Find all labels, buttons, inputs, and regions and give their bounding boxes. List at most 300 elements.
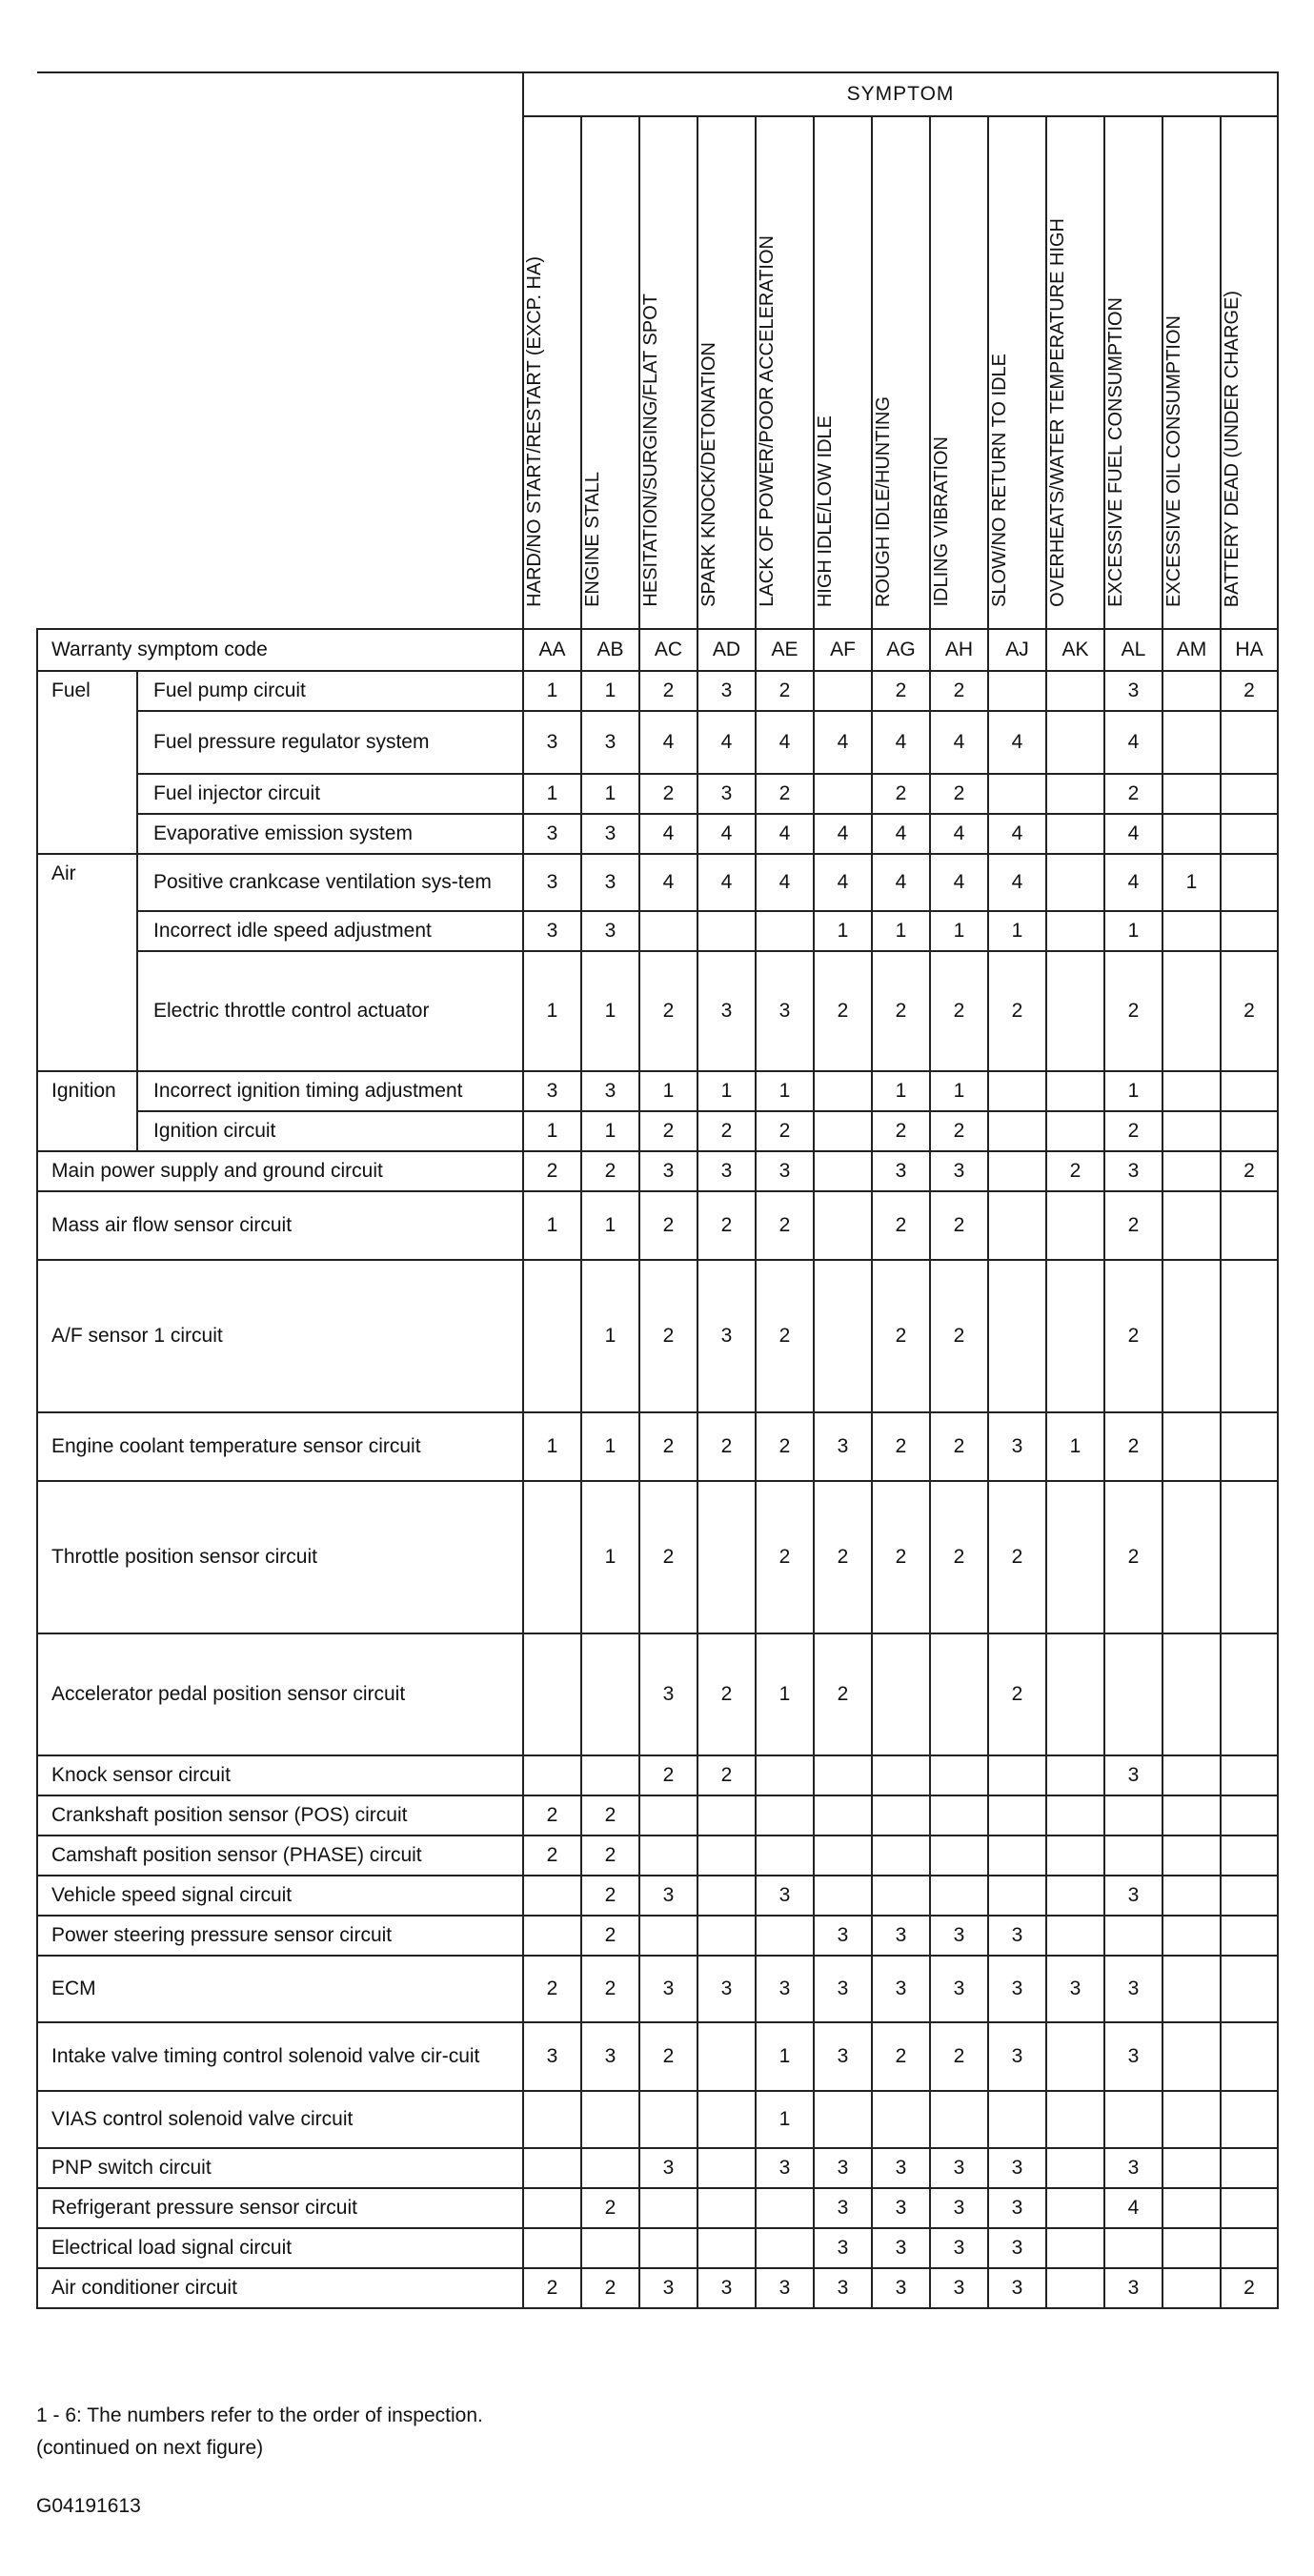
inspection-order-cell: 4 [697, 854, 756, 911]
inspection-order-cell [1162, 1481, 1221, 1633]
inspection-order-cell: 4 [814, 711, 872, 774]
inspection-order-cell [1162, 774, 1221, 814]
inspection-order-cell: 2 [581, 1836, 639, 1876]
inspection-order-cell: 2 [1104, 1412, 1162, 1481]
column-name: HIGH IDLE/LOW IDLE [815, 415, 836, 607]
inspection-order-cell: 1 [930, 911, 988, 951]
inspection-order-cell: 1 [1104, 911, 1162, 951]
warranty-code: AH [930, 629, 988, 671]
column-name-cell [872, 116, 930, 629]
inspection-order-cell [1046, 911, 1104, 951]
inspection-order-cell [756, 2188, 814, 2228]
table-row [37, 814, 1278, 854]
warranty-code: AK [1046, 629, 1104, 671]
inspection-order-cell: 2 [697, 1412, 756, 1481]
inspection-order-cell: 3 [814, 2268, 872, 2308]
inspection-order-cell [1046, 1755, 1104, 1795]
inspection-order-cell [1221, 1836, 1278, 1876]
inspection-item: Mass air flow sensor circuit [37, 1191, 523, 1260]
table-row [37, 1916, 1278, 1956]
inspection-order-cell: 3 [697, 671, 756, 711]
column-name: SLOW/NO RETURN TO IDLE [989, 354, 1010, 607]
inspection-order-cell [1221, 1191, 1278, 1260]
inspection-order-cell: 3 [639, 1151, 697, 1191]
inspection-order-cell: 4 [930, 854, 988, 911]
inspection-order-cell: 2 [639, 951, 697, 1071]
inspection-order-cell: 1 [581, 774, 639, 814]
inspection-order-cell [697, 1795, 756, 1836]
inspection-order-cell: 4 [872, 854, 930, 911]
inspection-order-cell: 3 [1104, 1876, 1162, 1916]
inspection-order-cell [1162, 2228, 1221, 2268]
inspection-order-cell: 1 [814, 911, 872, 951]
warranty-code: AJ [988, 629, 1046, 671]
inspection-order-cell [1221, 2091, 1278, 2148]
table-row [37, 774, 1278, 814]
inspection-item: Engine coolant temperature sensor circuit [37, 1412, 523, 1481]
inspection-order-cell: 2 [697, 1755, 756, 1795]
inspection-order-cell: 4 [988, 711, 1046, 774]
inspection-order-cell [814, 1755, 872, 1795]
inspection-order-cell: 3 [1104, 1151, 1162, 1191]
inspection-order-cell [1221, 1633, 1278, 1755]
inspection-item: Electric throttle control actuator [137, 951, 523, 1071]
column-name-cell [581, 116, 639, 629]
inspection-order-cell: 3 [697, 951, 756, 1071]
inspection-order-cell [1046, 2268, 1104, 2308]
inspection-item: Camshaft position sensor (PHASE) circuit [37, 1836, 523, 1876]
group-label: Air [37, 854, 137, 1071]
inspection-order-cell: 2 [639, 1481, 697, 1633]
inspection-order-cell [1046, 1836, 1104, 1876]
inspection-order-cell [523, 1876, 581, 1916]
inspection-order-cell: 2 [756, 1111, 814, 1151]
inspection-order-cell [1221, 1916, 1278, 1956]
inspection-order-cell: 2 [930, 1481, 988, 1633]
warranty-code: AM [1162, 629, 1221, 671]
inspection-item: ECM [37, 1956, 523, 2022]
inspection-order-cell: 3 [814, 1916, 872, 1956]
column-name: LACK OF POWER/POOR ACCELERATION [757, 235, 778, 607]
inspection-order-cell: 2 [930, 671, 988, 711]
inspection-order-cell [756, 911, 814, 951]
inspection-order-cell [988, 1111, 1046, 1151]
inspection-order-cell: 3 [814, 1412, 872, 1481]
inspection-order-cell: 3 [756, 951, 814, 1071]
warranty-code: AB [581, 629, 639, 671]
inspection-order-cell: 2 [1104, 1191, 1162, 1260]
inspection-order-cell [1046, 1191, 1104, 1260]
inspection-order-cell [1162, 2148, 1221, 2188]
inspection-order-cell: 2 [1046, 1151, 1104, 1191]
table-row [37, 1956, 1278, 2022]
inspection-order-cell: 1 [523, 1191, 581, 1260]
inspection-order-cell [639, 2091, 697, 2148]
inspection-order-cell: 2 [930, 1191, 988, 1260]
inspection-order-cell: 2 [639, 1260, 697, 1412]
inspection-order-cell [930, 1633, 988, 1755]
inspection-order-cell [523, 1916, 581, 1956]
symptom-header-row [37, 72, 1278, 116]
inspection-order-cell [1221, 2022, 1278, 2091]
inspection-order-cell [1162, 2091, 1221, 2148]
inspection-order-cell [581, 2148, 639, 2188]
inspection-order-cell [697, 1876, 756, 1916]
inspection-order-cell: 2 [1221, 951, 1278, 1071]
inspection-order-cell [814, 1191, 872, 1260]
inspection-order-cell: 3 [814, 2228, 872, 2268]
inspection-order-cell: 2 [581, 1151, 639, 1191]
inspection-order-cell: 1 [581, 1111, 639, 1151]
inspection-order-cell: 3 [639, 1956, 697, 2022]
inspection-order-cell [814, 1260, 872, 1412]
inspection-order-cell [1162, 1755, 1221, 1795]
inspection-order-cell: 2 [872, 1412, 930, 1481]
inspection-item: Throttle position sensor circuit [37, 1481, 523, 1633]
column-name: OVERHEATS/WATER TEMPERATURE HIGH [1047, 218, 1068, 607]
inspection-order-cell [756, 1836, 814, 1876]
inspection-order-cell: 3 [756, 2148, 814, 2188]
inspection-order-cell [1046, 1633, 1104, 1755]
inspection-order-cell [988, 1151, 1046, 1191]
inspection-order-cell: 1 [756, 1071, 814, 1111]
inspection-order-cell [639, 2188, 697, 2228]
inspection-order-cell: 3 [697, 1151, 756, 1191]
inspection-order-cell: 2 [581, 2268, 639, 2308]
inspection-order-cell: 2 [756, 1191, 814, 1260]
table-row [37, 2228, 1278, 2268]
inspection-order-cell: 3 [1046, 1956, 1104, 2022]
column-name: ENGINE STALL [582, 472, 603, 607]
inspection-order-cell: 2 [872, 951, 930, 1071]
figure-id: G04191613 [36, 2495, 141, 2517]
inspection-order-cell [697, 911, 756, 951]
inspection-order-cell: 2 [930, 1260, 988, 1412]
inspection-order-cell: 3 [1104, 671, 1162, 711]
inspection-order-cell: 3 [814, 2022, 872, 2091]
inspection-order-cell: 4 [756, 814, 814, 854]
inspection-order-cell [523, 2228, 581, 2268]
inspection-order-cell [814, 1795, 872, 1836]
inspection-order-cell: 3 [988, 2268, 1046, 2308]
inspection-order-cell [1046, 814, 1104, 854]
table-row [37, 2268, 1278, 2308]
footnotes [36, 2400, 483, 2464]
inspection-order-cell [988, 1755, 1046, 1795]
inspection-order-cell: 3 [1104, 1755, 1162, 1795]
inspection-order-cell [988, 1260, 1046, 1412]
inspection-item: Electrical load signal circuit [37, 2228, 523, 2268]
inspection-order-cell: 3 [1104, 2022, 1162, 2091]
column-name-cell [697, 116, 756, 629]
column-name: BATTERY DEAD (UNDER CHARGE) [1222, 290, 1243, 607]
inspection-order-cell [639, 1916, 697, 1956]
table-row [37, 1836, 1278, 1876]
inspection-item: Incorrect idle speed adjustment [137, 911, 523, 951]
inspection-order-cell [1162, 1412, 1221, 1481]
column-name-cell [988, 116, 1046, 629]
inspection-order-cell [814, 1876, 872, 1916]
inspection-order-cell: 4 [697, 711, 756, 774]
inspection-order-cell: 3 [872, 1151, 930, 1191]
inspection-order-cell [697, 1836, 756, 1876]
inspection-order-cell: 3 [872, 2268, 930, 2308]
inspection-order-cell: 3 [988, 1956, 1046, 2022]
column-name: IDLING VIBRATION [931, 436, 952, 607]
table-row [37, 2022, 1278, 2091]
inspection-order-cell [1046, 774, 1104, 814]
inspection-order-cell [1046, 1481, 1104, 1633]
inspection-order-cell: 4 [930, 814, 988, 854]
warranty-code: AD [697, 629, 756, 671]
inspection-order-cell [1046, 951, 1104, 1071]
inspection-item: Fuel injector circuit [137, 774, 523, 814]
warranty-code-row [37, 629, 1278, 671]
inspection-order-cell: 2 [988, 1481, 1046, 1633]
inspection-item: Refrigerant pressure sensor circuit [37, 2188, 523, 2228]
inspection-order-cell: 1 [523, 951, 581, 1071]
inspection-order-cell [1162, 911, 1221, 951]
table-row [37, 671, 1278, 711]
inspection-order-cell [1046, 2091, 1104, 2148]
inspection-order-cell: 1 [1162, 854, 1221, 911]
inspection-order-cell [814, 1111, 872, 1151]
group-label: Fuel [37, 671, 137, 854]
table-row [37, 1755, 1278, 1795]
group-label: Ignition [37, 1071, 137, 1151]
inspection-order-cell: 4 [814, 854, 872, 911]
inspection-order-cell: 2 [814, 1481, 872, 1633]
inspection-order-cell [872, 1876, 930, 1916]
table-row [37, 1071, 1278, 1111]
inspection-order-cell: 1 [581, 1481, 639, 1633]
column-name: EXCESSIVE OIL CONSUMPTION [1163, 315, 1184, 607]
inspection-order-cell [1046, 1795, 1104, 1836]
inspection-item: Fuel pump circuit [137, 671, 523, 711]
inspection-order-cell [1104, 1836, 1162, 1876]
column-name: EXCESSIVE FUEL CONSUMPTION [1105, 297, 1126, 607]
inspection-order-cell [697, 2188, 756, 2228]
table-row [37, 711, 1278, 774]
inspection-order-cell [1046, 854, 1104, 911]
inspection-order-cell: 1 [523, 774, 581, 814]
footnote-continued: (continued on next figure) [36, 2437, 264, 2459]
warranty-code: AL [1104, 629, 1162, 671]
inspection-order-cell: 3 [756, 1956, 814, 2022]
inspection-order-cell: 3 [930, 2148, 988, 2188]
inspection-order-cell: 3 [930, 2228, 988, 2268]
inspection-order-cell: 1 [697, 1071, 756, 1111]
inspection-order-cell [1162, 1260, 1221, 1412]
inspection-order-cell: 3 [930, 2268, 988, 2308]
inspection-order-cell [1162, 1916, 1221, 1956]
inspection-order-cell: 3 [581, 2022, 639, 2091]
table-row [37, 854, 1278, 911]
inspection-order-cell: 2 [872, 774, 930, 814]
inspection-order-cell: 4 [988, 854, 1046, 911]
table-row [37, 1412, 1278, 1481]
warranty-code: AG [872, 629, 930, 671]
inspection-order-cell: 3 [581, 1071, 639, 1111]
footnote-inspection-order: 1 - 6: The numbers refer to the order of inspection. [36, 2404, 483, 2426]
inspection-order-cell: 3 [523, 2022, 581, 2091]
inspection-order-cell [814, 1151, 872, 1191]
inspection-order-cell: 1 [756, 1633, 814, 1755]
inspection-order-cell [1162, 2022, 1221, 2091]
inspection-order-cell: 2 [1104, 951, 1162, 1071]
inspection-order-cell: 2 [1221, 2268, 1278, 2308]
inspection-order-cell: 3 [988, 1916, 1046, 1956]
inspection-order-cell: 4 [697, 814, 756, 854]
table-row [37, 2188, 1278, 2228]
table-row [37, 1481, 1278, 1633]
inspection-order-cell: 1 [930, 1071, 988, 1111]
inspection-order-cell [930, 1876, 988, 1916]
inspection-order-cell: 2 [581, 1916, 639, 1956]
inspection-order-cell [1046, 1876, 1104, 1916]
inspection-order-cell: 4 [988, 814, 1046, 854]
inspection-order-cell [756, 1755, 814, 1795]
inspection-order-cell: 3 [581, 814, 639, 854]
inspection-order-cell [1046, 2228, 1104, 2268]
inspection-order-cell: 2 [1104, 1481, 1162, 1633]
inspection-order-cell [1104, 2091, 1162, 2148]
inspection-order-cell [872, 2091, 930, 2148]
table-row [37, 1260, 1278, 1412]
inspection-order-cell: 2 [872, 2022, 930, 2091]
column-name: SPARK KNOCK/DETONATION [698, 342, 719, 607]
inspection-order-cell: 4 [639, 854, 697, 911]
inspection-order-cell: 2 [988, 951, 1046, 1071]
inspection-order-cell: 3 [988, 2228, 1046, 2268]
inspection-order-cell [930, 2091, 988, 2148]
column-name-cell [1221, 116, 1278, 629]
inspection-order-cell: 3 [756, 2268, 814, 2308]
inspection-order-cell [1162, 711, 1221, 774]
inspection-order-cell [639, 1795, 697, 1836]
inspection-order-cell: 2 [872, 1481, 930, 1633]
inspection-order-cell: 2 [756, 774, 814, 814]
inspection-order-cell: 2 [814, 1633, 872, 1755]
inspection-order-cell [1221, 2188, 1278, 2228]
table-row [37, 1633, 1278, 1755]
inspection-order-cell: 2 [930, 951, 988, 1071]
inspection-order-cell [1162, 1111, 1221, 1151]
inspection-order-cell: 1 [1046, 1412, 1104, 1481]
table-row [37, 1151, 1278, 1191]
inspection-order-cell: 2 [639, 2022, 697, 2091]
inspection-order-cell: 4 [639, 814, 697, 854]
inspection-order-cell [697, 2022, 756, 2091]
inspection-order-cell [872, 1836, 930, 1876]
inspection-order-cell: 2 [523, 1956, 581, 2022]
inspection-order-cell: 4 [1104, 814, 1162, 854]
inspection-item: PNP switch circuit [37, 2148, 523, 2188]
inspection-order-cell: 2 [1104, 1260, 1162, 1412]
inspection-order-cell: 2 [523, 1795, 581, 1836]
inspection-order-cell [639, 1836, 697, 1876]
inspection-order-cell: 1 [872, 911, 930, 951]
warranty-code: AC [639, 629, 697, 671]
inspection-order-cell: 4 [872, 711, 930, 774]
inspection-order-cell [1046, 2188, 1104, 2228]
inspection-order-cell [639, 911, 697, 951]
table-row [37, 1795, 1278, 1836]
inspection-order-cell [1221, 1481, 1278, 1633]
inspection-order-cell: 1 [988, 911, 1046, 951]
inspection-order-cell [1162, 2188, 1221, 2228]
inspection-order-cell [697, 1916, 756, 1956]
inspection-order-cell [814, 774, 872, 814]
inspection-order-cell: 2 [872, 1191, 930, 1260]
inspection-order-cell: 1 [523, 1111, 581, 1151]
inspection-order-cell: 3 [872, 1916, 930, 1956]
inspection-order-cell [1104, 2228, 1162, 2268]
inspection-order-cell [988, 1071, 1046, 1111]
inspection-order-cell [1162, 1836, 1221, 1876]
inspection-order-cell: 2 [930, 774, 988, 814]
inspection-order-cell: 1 [581, 1412, 639, 1481]
blank-corner-cell [37, 72, 523, 629]
inspection-order-cell [1046, 2148, 1104, 2188]
inspection-order-cell [814, 671, 872, 711]
inspection-order-cell [523, 1481, 581, 1633]
inspection-order-cell: 1 [872, 1071, 930, 1111]
table-row [37, 1876, 1278, 1916]
inspection-order-cell [697, 2228, 756, 2268]
inspection-order-cell: 2 [756, 671, 814, 711]
warranty-code: AF [814, 629, 872, 671]
inspection-order-cell [930, 1755, 988, 1795]
inspection-order-cell: 3 [930, 1151, 988, 1191]
inspection-order-cell: 4 [756, 711, 814, 774]
inspection-order-cell: 1 [1104, 1071, 1162, 1111]
inspection-order-cell: 2 [756, 1260, 814, 1412]
inspection-order-cell: 3 [988, 1412, 1046, 1481]
inspection-order-cell [581, 1633, 639, 1755]
inspection-order-cell: 2 [1221, 1151, 1278, 1191]
inspection-order-cell [1162, 951, 1221, 1071]
inspection-order-cell [1221, 1260, 1278, 1412]
inspection-order-cell [1162, 814, 1221, 854]
inspection-order-cell [1221, 854, 1278, 911]
inspection-order-cell [1162, 671, 1221, 711]
inspection-order-cell: 3 [523, 911, 581, 951]
inspection-order-cell: 3 [756, 1151, 814, 1191]
inspection-order-cell: 2 [872, 671, 930, 711]
inspection-order-cell: 2 [523, 1151, 581, 1191]
inspection-order-cell: 2 [988, 1633, 1046, 1755]
inspection-item: VIAS control solenoid valve circuit [37, 2091, 523, 2148]
table-row [37, 2091, 1278, 2148]
inspection-order-cell [1046, 1916, 1104, 1956]
inspection-order-cell [814, 2091, 872, 2148]
inspection-order-cell: 2 [523, 1836, 581, 1876]
inspection-order-cell [988, 1191, 1046, 1260]
table-row [37, 1111, 1278, 1151]
inspection-order-cell: 2 [872, 1260, 930, 1412]
inspection-order-cell: 2 [639, 1412, 697, 1481]
inspection-order-cell: 1 [581, 1260, 639, 1412]
warranty-code: HA [1221, 629, 1278, 671]
inspection-order-cell [1162, 1151, 1221, 1191]
inspection-order-cell [1046, 1071, 1104, 1111]
inspection-order-cell [1046, 711, 1104, 774]
inspection-order-cell: 3 [581, 854, 639, 911]
inspection-order-cell: 4 [639, 711, 697, 774]
inspection-order-cell [872, 1633, 930, 1755]
inspection-order-cell [1162, 1071, 1221, 1111]
